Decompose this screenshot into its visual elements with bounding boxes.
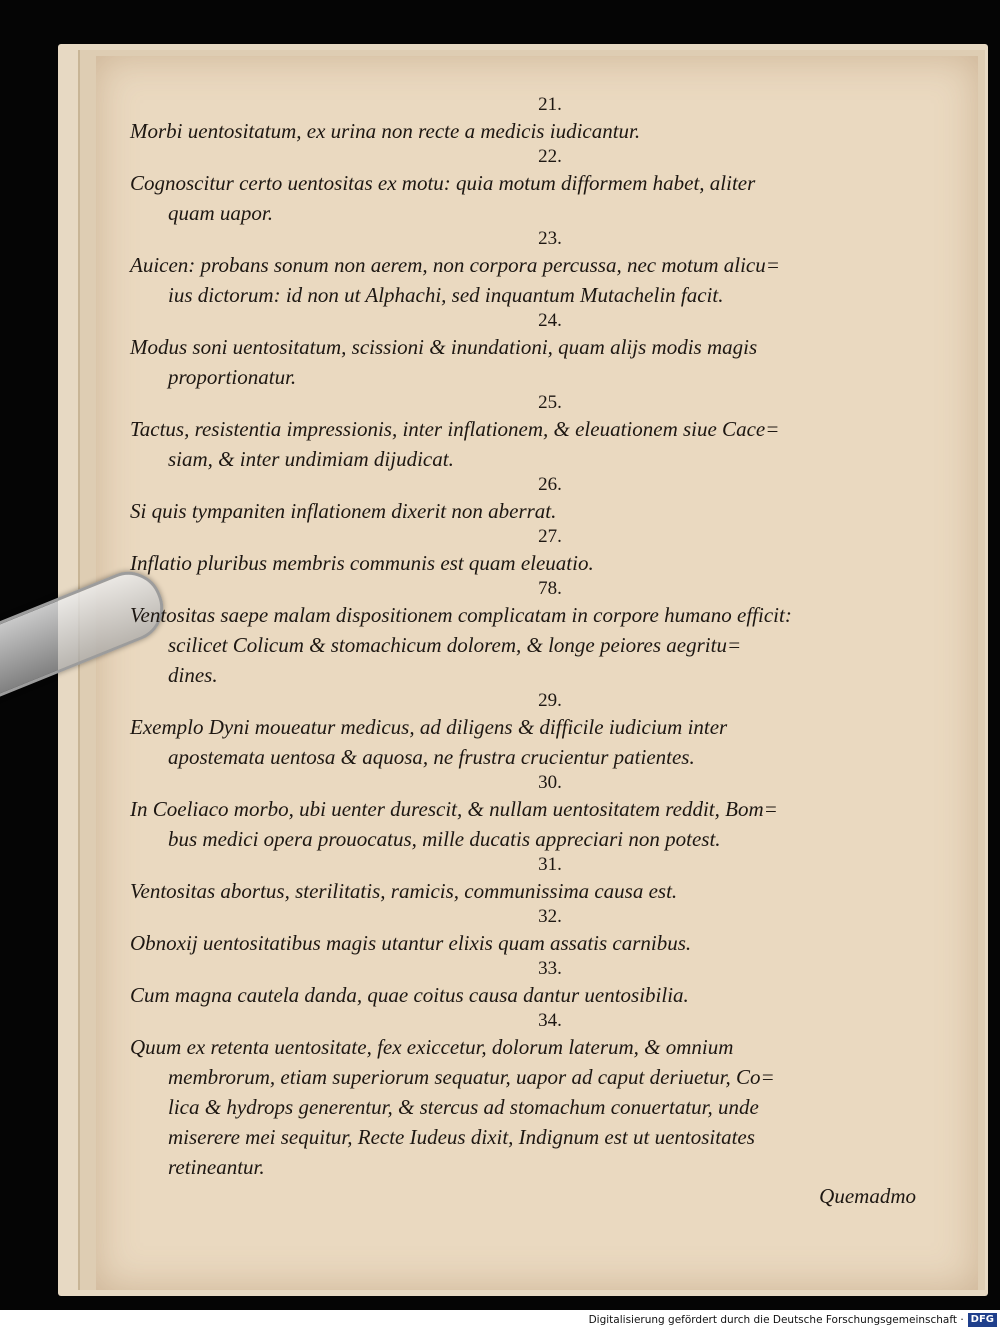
thesis-line: Inflatio pluribus membris communis est quam eleuatio. bbox=[130, 551, 594, 575]
thesis-entry bbox=[130, 146, 930, 228]
thesis-entry bbox=[130, 94, 930, 146]
thesis-line: Exemplo Dyni moueatur medicus, ad diligens & difficile iudicium inter bbox=[130, 715, 728, 739]
thesis-line: Obnoxij uentositatibus magis utantur elixis quam assatis carnibus. bbox=[130, 931, 692, 955]
thesis-line: retineantur. bbox=[168, 1155, 265, 1179]
thesis-entry bbox=[130, 690, 930, 772]
thesis-line: Cognoscitur certo uentositas ex motu: quia motum difformem habet, aliter bbox=[130, 171, 756, 195]
thesis-line: dines. bbox=[168, 663, 218, 687]
thesis-line: Ventositas saepe malam dispositionem complicatam in corpore humano efficit: bbox=[130, 603, 792, 627]
thesis-entry bbox=[130, 228, 930, 310]
thesis-line: quam uapor. bbox=[168, 201, 274, 225]
thesis-number: 78. bbox=[538, 578, 562, 599]
thesis-line: Tactus, resistentia impressionis, inter inflationem, & eleuationem siue Cace= bbox=[130, 417, 780, 441]
thesis-line: Modus soni uentositatum, scissioni & inundationi, quam alijs modis magis bbox=[130, 335, 758, 359]
catchword: Quemadmo bbox=[819, 1184, 916, 1208]
thesis-line: Cum magna cautela danda, quae coitus causa dantur uentosibilia. bbox=[130, 983, 689, 1007]
thesis-line: Quum ex retenta uentositate, fex exiccetur, dolorum laterum, & omnium bbox=[130, 1035, 734, 1059]
thesis-entry bbox=[130, 310, 930, 392]
thesis-line: lica & hydrops generentur, & stercus ad stomachum conuertatur, unde bbox=[168, 1095, 759, 1119]
thesis-number: 25. bbox=[538, 392, 562, 413]
thesis-number: 32. bbox=[538, 906, 562, 927]
page-text bbox=[130, 94, 930, 1210]
thesis-entry bbox=[130, 1010, 930, 1182]
thesis-number: 21. bbox=[538, 94, 562, 115]
thesis-line: Si quis tympaniten inflationem dixerit non aberrat. bbox=[130, 499, 557, 523]
thesis-number: 29. bbox=[538, 690, 562, 711]
thesis-line: Auicen: probans sonum non aerem, non corpora percussa, nec motum alicu= bbox=[130, 253, 780, 277]
thesis-entry bbox=[130, 906, 930, 958]
thesis-entry bbox=[130, 578, 930, 690]
thesis-entry bbox=[130, 958, 930, 1010]
thesis-entry bbox=[130, 854, 930, 906]
thesis-line: bus medici opera prouocatus, mille ducatis appreciari non potest. bbox=[168, 827, 721, 851]
dfg-logo: DFG bbox=[968, 1313, 997, 1327]
thesis-number: 24. bbox=[538, 310, 562, 331]
thesis-line: membrorum, etiam superiorum sequatur, uapor ad caput deriuetur, Co= bbox=[168, 1065, 775, 1089]
thesis-entry bbox=[130, 772, 930, 854]
footer-bar bbox=[0, 1310, 1000, 1330]
thesis-number: 23. bbox=[538, 228, 562, 249]
thesis-number: 33. bbox=[538, 958, 562, 979]
thesis-line: siam, & inter undimiam dijudicat. bbox=[168, 447, 454, 471]
thesis-line: apostemata uentosa & aquosa, ne frustra crucientur patientes. bbox=[168, 745, 695, 769]
thesis-line: scilicet Colicum & stomachicum dolorem, & longe peiores aegritu= bbox=[168, 633, 742, 657]
thesis-entry bbox=[130, 526, 930, 578]
thesis-number: 31. bbox=[538, 854, 562, 875]
thesis-entry bbox=[130, 474, 930, 526]
thesis-line: In Coeliaco morbo, ubi uenter durescit, & nullam uentositatem reddit, Bom= bbox=[130, 797, 778, 821]
thesis-line: Morbi uentositatum, ex urina non recte a medicis iudicantur. bbox=[130, 119, 641, 143]
thesis-number: 22. bbox=[538, 146, 562, 167]
thesis-line: miserere mei sequitur, Recte Iudeus dixit, Indignum est ut uentositates bbox=[168, 1125, 755, 1149]
thesis-number: 30. bbox=[538, 772, 562, 793]
thesis-number: 34. bbox=[538, 1010, 562, 1031]
thesis-line: Ventositas abortus, sterilitatis, ramicis, communissima causa est. bbox=[130, 879, 678, 903]
footer-credit: Digitalisierung gefördert durch die Deutsche Forschungsgemeinschaft · bbox=[588, 1314, 964, 1326]
thesis-entry bbox=[130, 392, 930, 474]
thesis-line: ius dictorum: id non ut Alphachi, sed inquantum Mutachelin facit. bbox=[168, 283, 724, 307]
thesis-number: 26. bbox=[538, 474, 562, 495]
thesis-number: 27. bbox=[538, 526, 562, 547]
thesis-line: proportionatur. bbox=[168, 365, 297, 389]
